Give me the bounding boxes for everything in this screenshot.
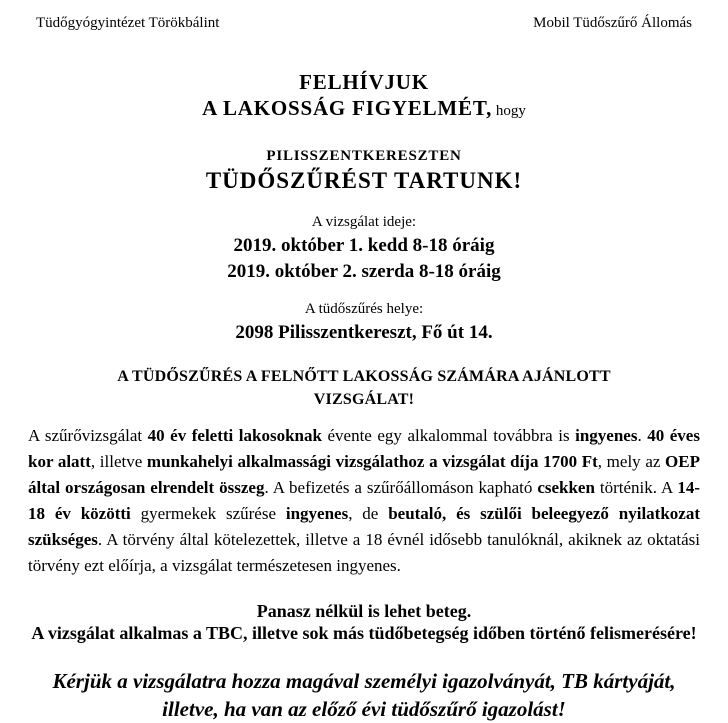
document-header — [0, 0, 728, 32]
warning-section — [0, 600, 728, 644]
venue-address: 2098 Pilisszentkereszt, Fő út 14. — [235, 322, 493, 343]
schedule-date-1: 2019. október 1. kedd 8-18 óráig — [233, 235, 495, 256]
footer-note — [0, 667, 728, 723]
venue-label: A tüdőszűrés helye: — [304, 301, 424, 317]
footer-note-line-2: illetve, ha van az előző évi tüdőszűrő igazolást! — [162, 697, 566, 721]
recommendation-line-2: VIZSGÁLAT! — [313, 391, 415, 408]
venue-section — [0, 299, 728, 346]
schedule-date-2: 2019. október 2. szerda 8-18 óráig — [227, 261, 501, 282]
recommendation-line-1: A TÜDŐSZŰRÉS A FELNŐTT LAKOSSÁG SZÁMÁRA AJÁNLOTT — [117, 368, 611, 385]
event-location: PILISSZENTKERESZTEN — [266, 148, 462, 164]
body-paragraph: A szűrővizsgálat 40 év feletti lakosoknak évente egy alkalommal továbbra is ingyenes. 40 éves kor alatt, illetve munkahelyi alkalmassági vizsgálathoz a vizsgálat díja 1700 Ft, mely az OEP által országosan elrendelt összeg. A befizetés a szűrőállomáson kapható csekken történik. A 14-18 év közötti gyermekek szűrése ingyenes, de beutaló, és szülői beleegyező nyilatkozat szükséges. A törvény által kötelezettek, illetve a 18 évnél idősebb tanulóknál, akiknek az oktatási törvény ezt előírja, a vizsgálat természetesen ingyenes. — [28, 426, 700, 575]
event-name: TÜDŐSZŰRÉST TARTUNK! — [205, 168, 523, 193]
main-title-line-2 — [0, 95, 728, 124]
recommendation-heading — [0, 365, 728, 411]
main-title-line-1: FELHÍVJUK — [299, 70, 429, 94]
header-institute-name: Tüdőgyógyintézet Törökbálint — [36, 15, 220, 31]
main-title — [0, 69, 728, 124]
main-title-line-2-suffix: hogy — [492, 103, 526, 119]
schedule-section — [0, 212, 728, 285]
warning-line-2: A vizsgálat alkalmas a TBC, illetve sok más tüdőbetegség időben történő felismerésére! — [31, 623, 697, 643]
schedule-label: A vizsgálat ideje: — [311, 214, 417, 230]
event-announcement — [0, 146, 728, 196]
header-mobile-station-name: Mobil Tüdőszűrő Állomás — [533, 15, 692, 31]
footer-note-line-1: Kérjük a vizsgálatra hozza magával személyi igazolványát, TB kártyáját, — [52, 669, 676, 693]
main-title-line-2-bold: A LAKOSSÁG FIGYELMÉT, — [202, 96, 493, 120]
warning-line-1: Panasz nélkül is lehet beteg. — [256, 601, 472, 621]
